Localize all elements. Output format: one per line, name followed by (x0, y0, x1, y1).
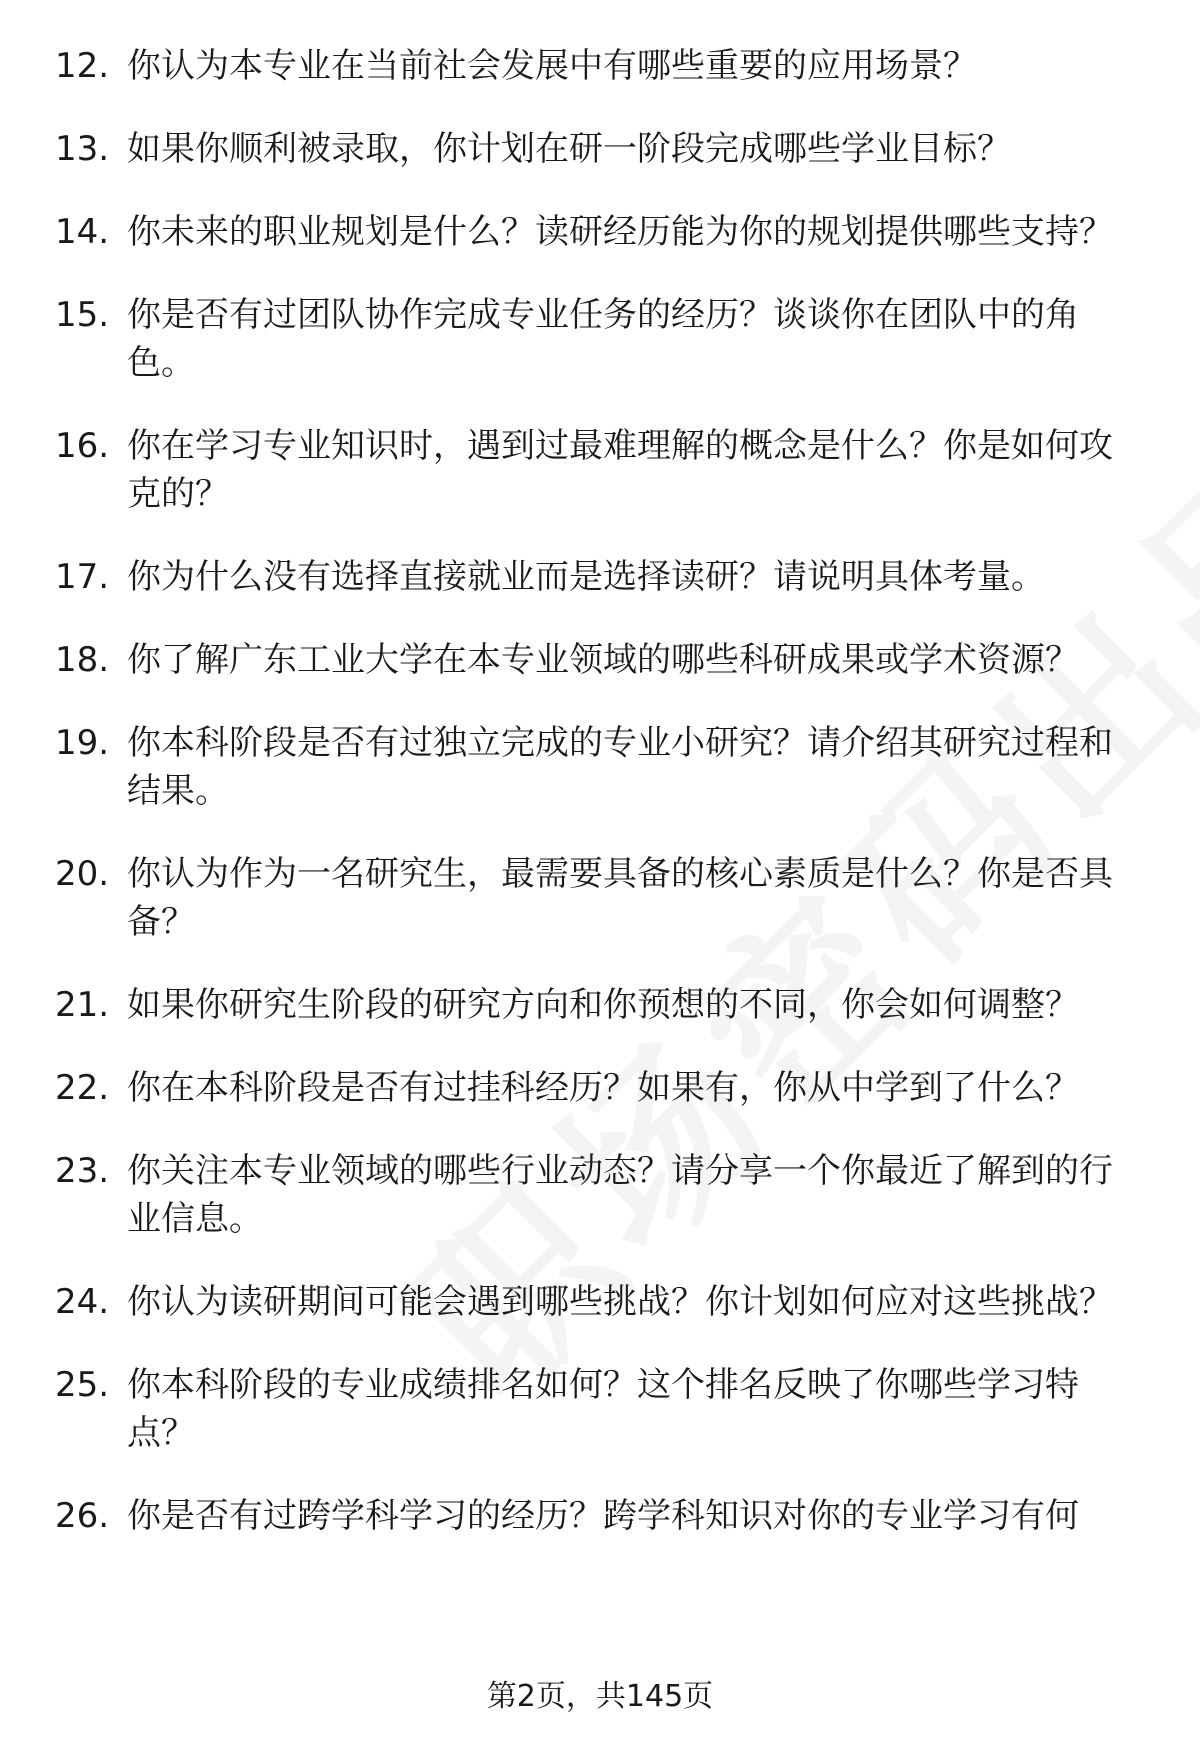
question-text: 你在学习专业知识时，遇到过最难理解的概念是什么？你是如何攻克的？ (127, 426, 1113, 514)
list-item (0, 1278, 1200, 1326)
list-item (0, 1492, 1200, 1540)
question-number: 26. (55, 1496, 110, 1536)
question-number: 23. (55, 1151, 110, 1191)
question-number: 12. (55, 46, 110, 86)
question-number: 17. (55, 557, 110, 597)
question-text: 你未来的职业规划是什么？读研经历能为你的规划提供哪些支持？ (127, 212, 1113, 252)
list-item (0, 1064, 1200, 1112)
list-item (0, 981, 1200, 1029)
question-text: 你是否有过跨学科学习的经历？跨学科知识对你的专业学习有何 (127, 1496, 1079, 1536)
question-text: 你是否有过团队协作完成专业任务的经历？谈谈你在团队中的角色。 (127, 295, 1079, 383)
list-item (0, 719, 1200, 815)
question-number: 21. (55, 985, 110, 1025)
list-item (0, 422, 1200, 518)
list-item (0, 553, 1200, 601)
list-item (0, 1147, 1200, 1243)
page-footer: 第2页，共145页 (486, 1679, 714, 1714)
question-text: 你认为本专业在当前社会发展中有哪些重要的应用场景？ (127, 46, 977, 86)
question-text: 你本科阶段是否有过独立完成的专业小研究？请介绍其研究过程和结果。 (127, 723, 1113, 811)
question-number: 19. (55, 723, 110, 763)
question-text: 你在本科阶段是否有过挂科经历？如果有，你从中学到了什么？ (127, 1068, 1079, 1108)
question-number: 24. (55, 1282, 110, 1322)
question-number: 25. (55, 1365, 110, 1405)
list-item (0, 125, 1200, 173)
question-text: 你了解广东工业大学在本专业领域的哪些科研成果或学术资源？ (127, 640, 1079, 680)
question-number: 13. (55, 129, 110, 169)
list-item (0, 291, 1200, 387)
list-item (0, 636, 1200, 684)
list-item (0, 208, 1200, 256)
question-text: 你认为作为一名研究生，最需要具备的核心素质是什么？你是否具备？ (127, 854, 1113, 942)
question-number: 20. (55, 854, 110, 894)
question-number: 22. (55, 1068, 110, 1108)
question-number: 15. (55, 295, 110, 335)
list-item (0, 42, 1200, 90)
question-text: 你为什么没有选择直接就业而是选择读研？请说明具体考量。 (127, 557, 1045, 597)
question-number: 16. (55, 426, 110, 466)
question-number: 14. (55, 212, 110, 252)
list-item (0, 1361, 1200, 1457)
question-text: 你本科阶段的专业成绩排名如何？这个排名反映了你哪些学习特点？ (127, 1365, 1079, 1453)
question-number: 18. (55, 640, 110, 680)
question-text: 如果你顺利被录取，你计划在研一阶段完成哪些学业目标？ (127, 129, 1011, 169)
question-text: 你认为读研期间可能会遇到哪些挑战？你计划如何应对这些挑战？ (127, 1282, 1113, 1322)
question-list (0, 42, 1200, 1575)
question-text: 你关注本专业领域的哪些行业动态？请分享一个你最近了解到的行业信息。 (127, 1151, 1113, 1239)
list-item (0, 850, 1200, 946)
question-text: 如果你研究生阶段的研究方向和你预想的不同，你会如何调整？ (127, 985, 1079, 1025)
